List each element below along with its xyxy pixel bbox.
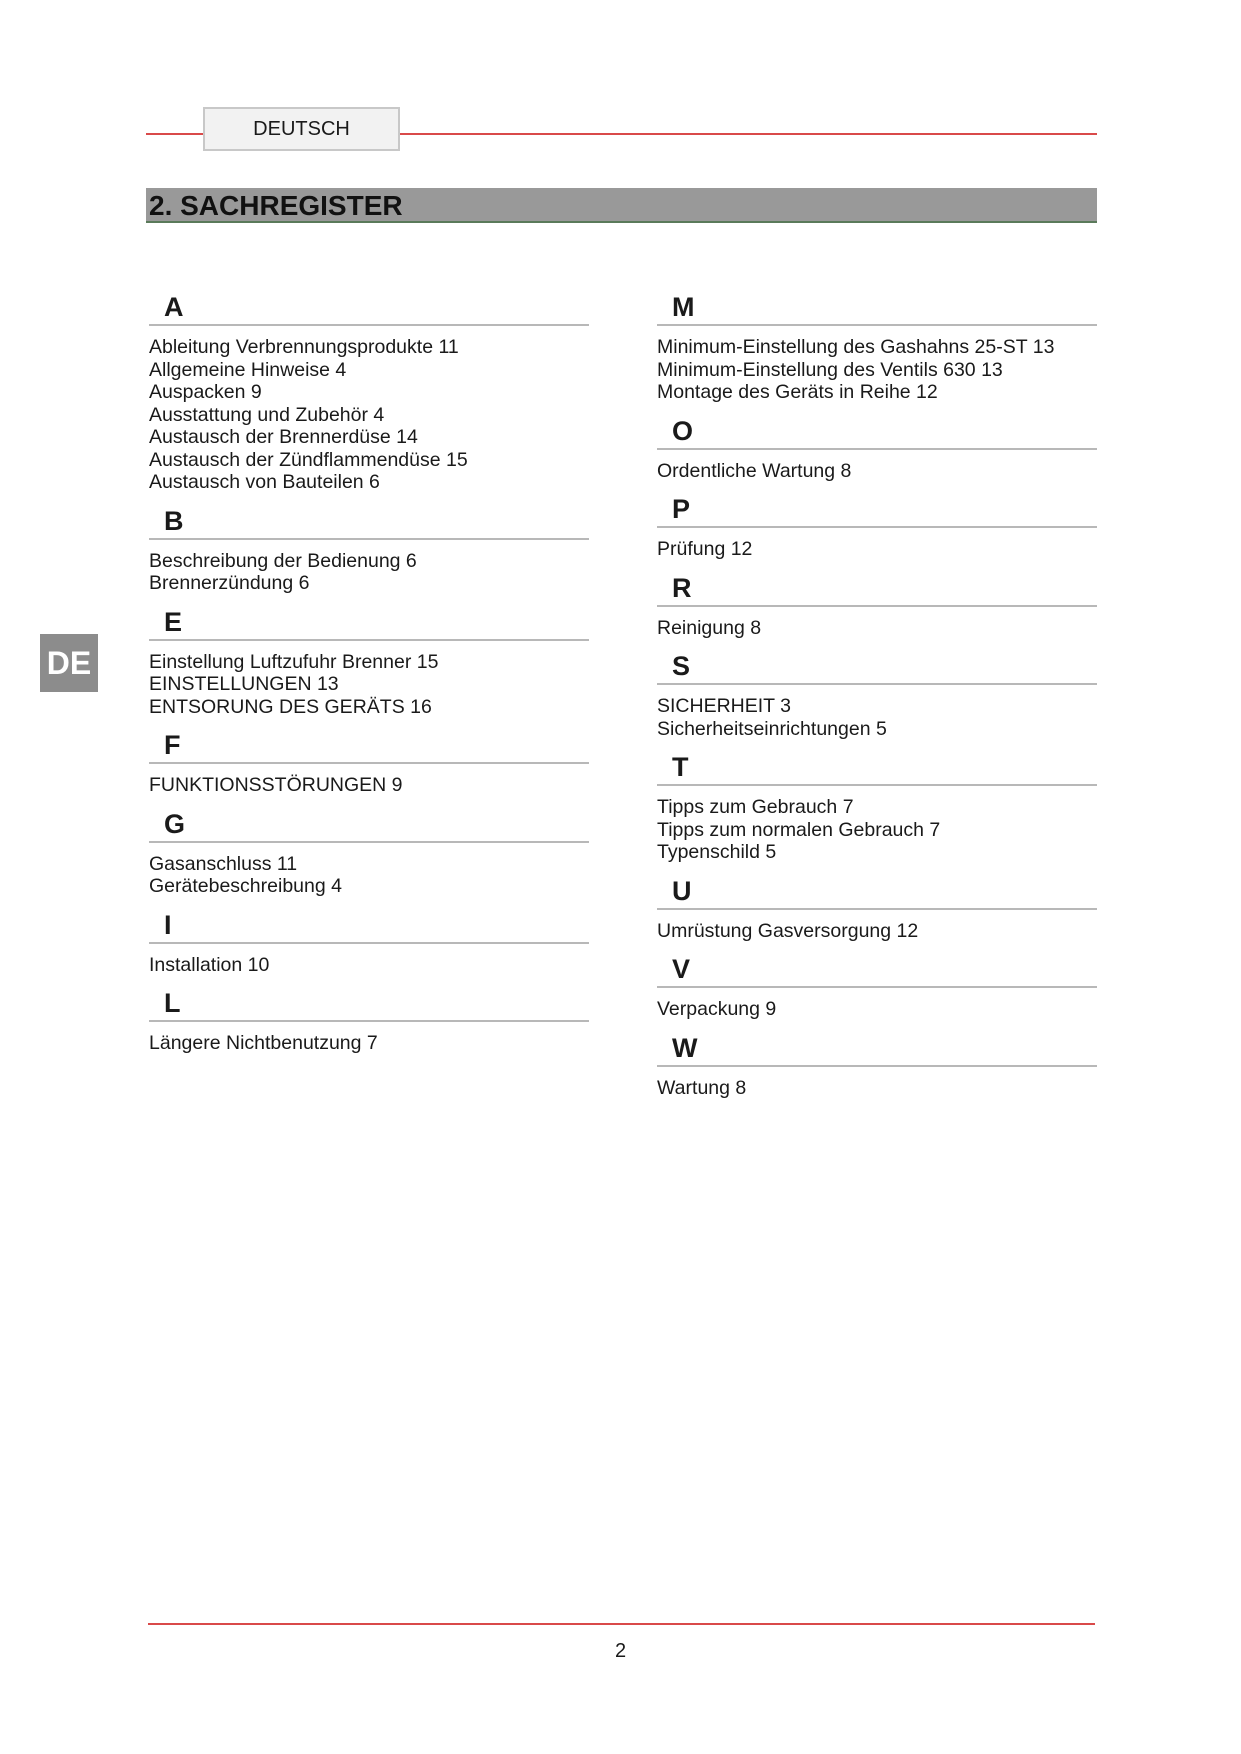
index-letter-heading: R [657, 571, 1097, 607]
index-entry: Ausstattung und Zubehör 4 [149, 403, 385, 426]
index-entry: Prüfung 12 [657, 538, 753, 560]
index-entry: Wartung 8 [657, 1076, 747, 1099]
index-entry: Brennerzündung 6 [149, 572, 310, 594]
index-entry: Austausch der Zündflammendüse 15 [149, 448, 468, 471]
index-letter-heading: W [657, 1031, 1097, 1067]
index-group [657, 290, 1097, 408]
index-letter-heading: T [657, 750, 1097, 786]
index-group [657, 492, 1097, 565]
index-entries [149, 774, 589, 801]
index-letter-heading: O [657, 414, 1097, 450]
index-group [149, 986, 589, 1059]
index-entries [657, 695, 1097, 744]
index-group [149, 605, 589, 723]
index-entry: Einstellung Luftzufuhr Brenner 15 [149, 650, 439, 673]
index-group [657, 571, 1097, 644]
index-entry: FUNKTIONSSTÖRUNGEN 9 [149, 774, 403, 796]
index-letter-heading: I [149, 908, 589, 944]
index-group [149, 728, 589, 801]
index-entries [149, 336, 589, 498]
index-group [149, 908, 589, 981]
index-letter-heading: P [657, 492, 1097, 528]
index-entry: Ordentliche Wartung 8 [657, 459, 852, 482]
index-letter-heading: F [149, 728, 589, 764]
index-entry: Auspacken 9 [149, 381, 262, 403]
index-entry: Längere Nichtbenutzung 7 [149, 1032, 378, 1054]
page-number: 2 [614, 1640, 627, 1662]
index-entries [657, 796, 1097, 868]
index-group [657, 649, 1097, 744]
index-entries [657, 460, 1097, 487]
index-group [149, 807, 589, 902]
index-entry: Allgemeine Hinweise 4 [149, 358, 347, 381]
index-entries [149, 1032, 589, 1059]
index-entry: Montage des Geräts in Reihe 12 [657, 381, 938, 403]
index-entries [657, 1077, 1097, 1104]
index-entry: Beschreibung der Bedienung 6 [149, 549, 417, 572]
index-letter-heading: U [657, 874, 1097, 910]
index-entries [657, 336, 1097, 408]
index-letter-heading: G [149, 807, 589, 843]
index-entry: Austausch der Brennerdüse 14 [149, 426, 418, 448]
index-column-right [657, 290, 1097, 1109]
index-entry: Austausch von Bauteilen 6 [149, 471, 380, 493]
footer-rule [148, 1623, 1095, 1625]
index-group [657, 1031, 1097, 1104]
index-entry: Tipps zum normalen Gebrauch 7 [657, 818, 941, 841]
index-column-left [149, 290, 589, 1065]
index-entry: Umrüstung Gasversorgung 12 [657, 919, 919, 942]
index-entries [657, 617, 1097, 644]
index-letter-heading: A [149, 290, 589, 326]
index-letter-heading: B [149, 504, 589, 540]
index-entries [149, 853, 589, 902]
index-entries [149, 651, 589, 723]
index-letter-heading: E [149, 605, 589, 641]
index-entry: ENTSORUNG DES GERÄTS 16 [149, 695, 432, 718]
index-group [657, 750, 1097, 868]
language-tab: DEUTSCH [203, 107, 400, 151]
index-letter-heading: M [657, 290, 1097, 326]
language-side-badge: DE [40, 634, 98, 692]
index-entries [149, 954, 589, 981]
index-entries [149, 550, 589, 599]
index-entry: Typenschild 5 [657, 841, 777, 863]
index-entry: Minimum-Einstellung des Ventils 630 13 [657, 358, 1003, 381]
index-entries [657, 920, 1097, 947]
index-entry: Minimum-Einstellung des Gashahns 25-ST 13 [657, 336, 1055, 358]
index-entry: EINSTELLUNGEN 13 [149, 673, 339, 695]
index-letter-heading: L [149, 986, 589, 1022]
index-group [657, 952, 1097, 1025]
index-letter-heading: S [657, 649, 1097, 685]
index-entry: Sicherheitseinrichtungen 5 [657, 717, 887, 740]
index-group [149, 290, 589, 498]
index-letter-heading: V [657, 952, 1097, 988]
index-entry: Reinigung 8 [657, 616, 762, 639]
index-entry: Tipps zum Gebrauch 7 [657, 796, 854, 818]
index-group [149, 504, 589, 599]
index-entries [657, 998, 1097, 1025]
index-entry: Gerätebeschreibung 4 [149, 875, 342, 897]
index-group [657, 874, 1097, 947]
index-entry: Installation 10 [149, 953, 270, 976]
section-title: 2. SACHREGISTER [149, 190, 403, 221]
index-entries [657, 538, 1097, 565]
index-group [657, 414, 1097, 487]
index-entry: Ableitung Verbrennungsprodukte 11 [149, 336, 459, 358]
index-entry: SICHERHEIT 3 [657, 695, 792, 717]
index-entry: Verpackung 9 [657, 998, 777, 1020]
index-entry: Gasanschluss 11 [149, 852, 298, 875]
